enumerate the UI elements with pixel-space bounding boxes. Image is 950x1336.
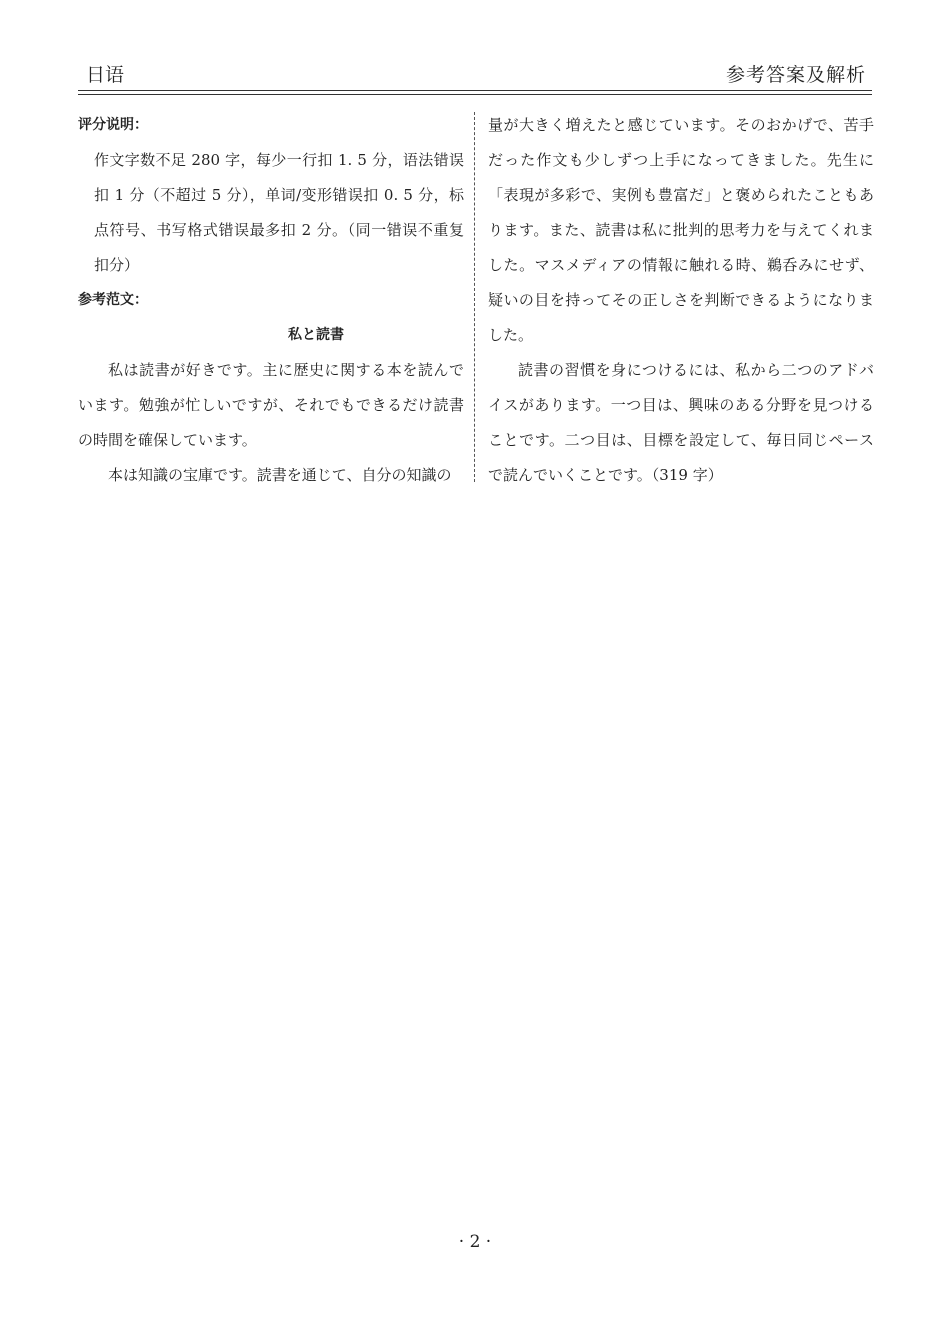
right-column xyxy=(488,108,874,493)
essay-paragraph-3: 読書の習慣を身につけるには、私から二つのアドバイスがあります。一つ目は、興味のある分野を見つけることです。二つ目は、目標を設定して、毎日同じペースで読んでいくことです。（319 字） xyxy=(488,361,874,484)
essay-paragraph-1: 私は読書が好きです。主に歴史に関する本を読んでいます。勉強が忙しいですが、それでもできるだけ読書の時間を確保しています。 xyxy=(78,361,464,449)
scoring-text: 作文字数不足 280 字，每少一行扣 1. 5 分，语法错误扣 1 分（不超过 5 分），单词/变形错误扣 0. 5 分，标点符号、书写格式错误最多扣 2 分。（同一错误不重复扣分） xyxy=(94,151,464,274)
subject-label: 日语 xyxy=(86,64,125,86)
header-rule-thick xyxy=(78,90,872,91)
scoring-heading: 评分说明： xyxy=(78,117,148,133)
section-title: 参考答案及解析 xyxy=(725,64,866,86)
essay-paragraph-2-start: 本は知識の宝庫です。読書を通じて、自分の知識の xyxy=(108,466,452,484)
header-rule-thin xyxy=(78,94,872,95)
left-column xyxy=(78,108,464,493)
column-divider xyxy=(474,112,475,482)
essay-title: 私と読書 xyxy=(288,327,344,343)
page-number: · 2 · xyxy=(458,1232,492,1252)
sample-heading: 参考范文： xyxy=(78,292,148,308)
essay-paragraph-2-continued: 量が大きく増えたと感じています。そのおかげで、苦手だった作文も少しずつ上手になってきました。先生に「表現が多彩で、実例も豊富だ」と褒められたこともあります。また、読書は私に批判的思考力を与えてくれました。マスメディアの情報に触れる時、鵜呑みにせず、疑いの目を持ってその正しさを判断できるようになりました。 xyxy=(488,116,874,344)
page-header xyxy=(78,58,872,90)
